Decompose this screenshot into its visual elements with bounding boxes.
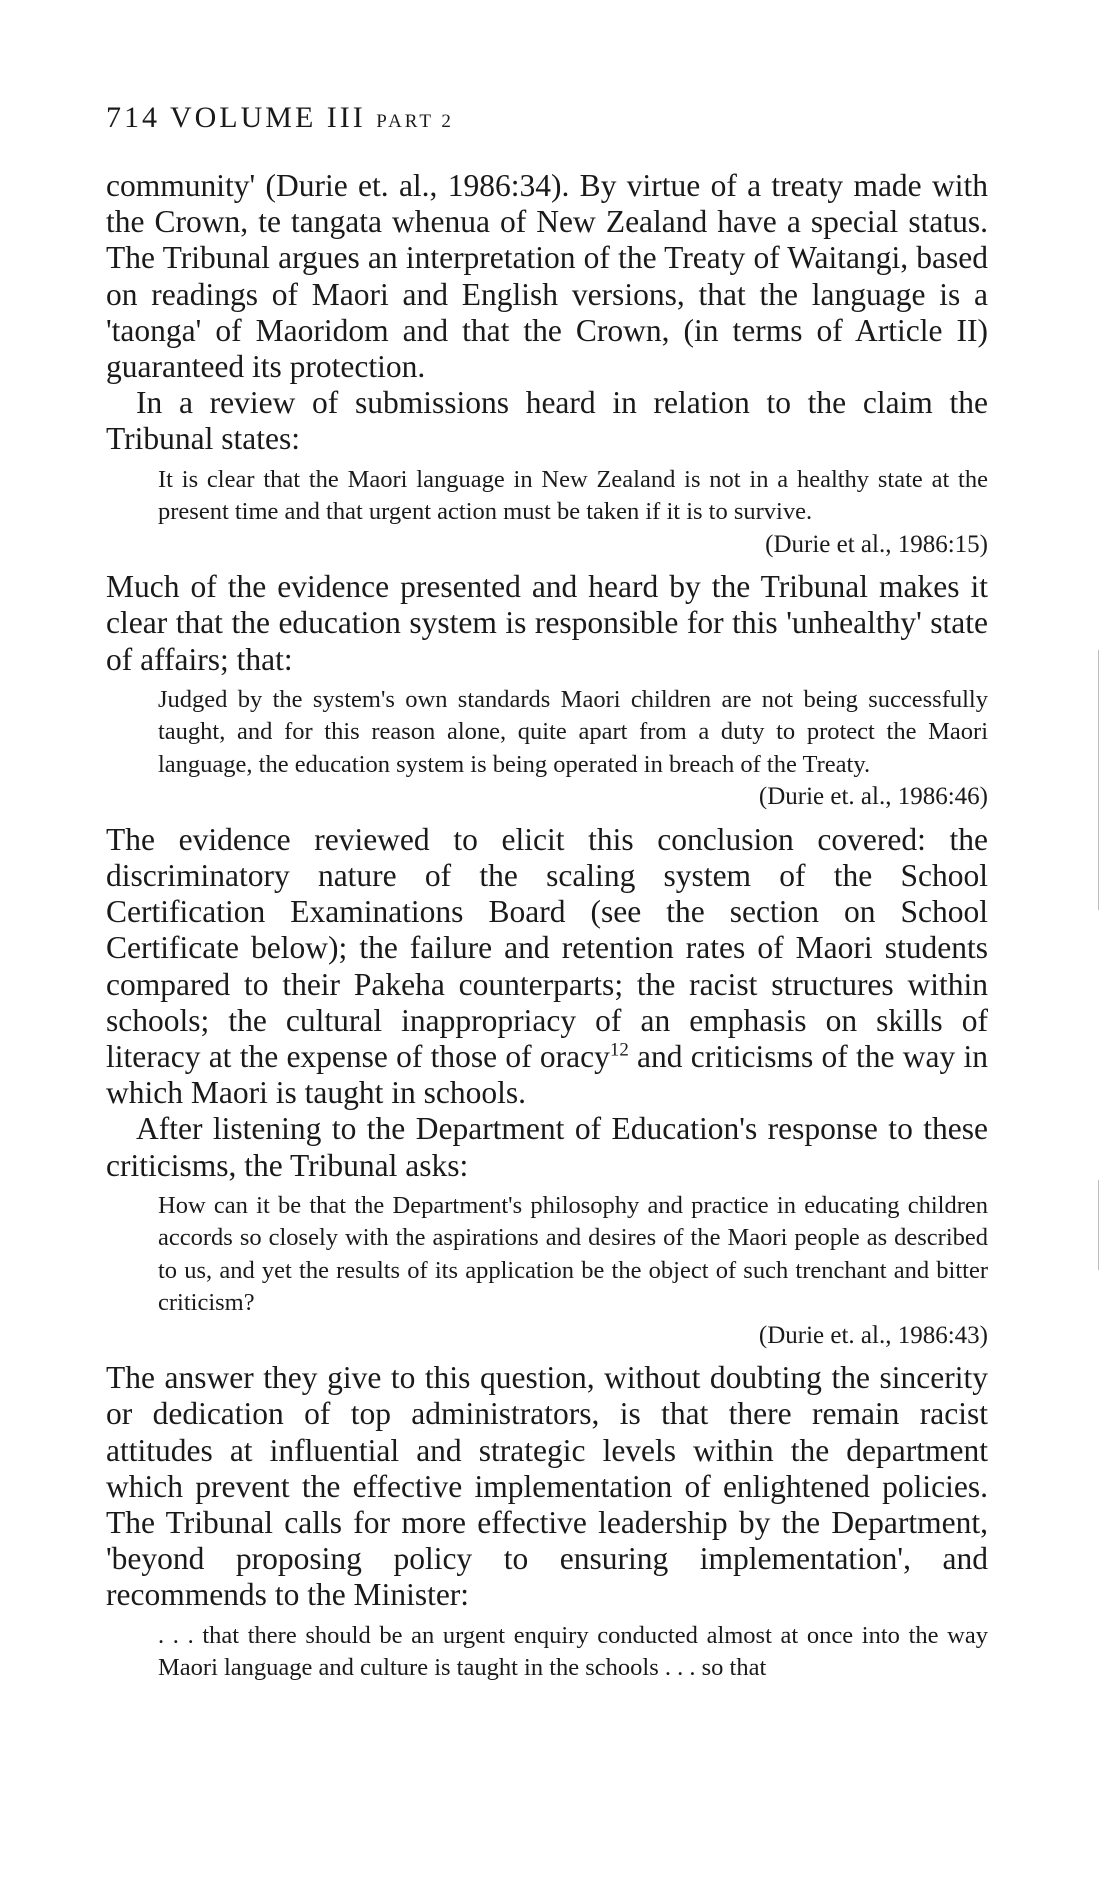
footnote-marker: 12 [609,1039,629,1061]
paragraph-4-text-end: and criticisms of the way in which Maori is taught in schools. [106,1038,989,1111]
block-quote-1-citation: (Durie et al., 1986:15) [765,530,988,558]
page-edge-shadow [1098,650,1099,910]
volume-label: VOLUME III [169,101,366,134]
block-quote-3-text: How can it be that the Department's philosophy and practice in educating children accords so closely with the aspirations and desires of the Maori people as described to us, and yet the results of its application be the object of such trenchant and bitter criticism? [158,1191,988,1317]
paragraph-3: Much of the evidence presented and heard by the Tribunal makes it clear that the education system is responsible for this 'unhealthy' state of affairs; that: [106,569,988,677]
block-quote-1-text: It is clear that the Maori language in New Zealand is not in a healthy state at the present time and that urgent action must be taken if it is to survive. [158,465,988,526]
paragraph-4-text: The evidence reviewed to elicit this conclusion covered: the discriminatory nature of the scaling system of the School Certification Examinations Board (see the section on School Certificate below); the failure and retention rates of Maori students compared to their Pakeha counterparts; the racist structures within schools; the cultural inappropriacy of an emphasis on skills of literacy at the expense of those of oracy [106,821,988,1074]
book-page [106,96,988,1693]
part-label: PART 2 [376,111,454,132]
paragraph-5: After listening to the Department of Education's response to these criticisms, the Tribunal asks: [106,1111,988,1183]
running-head [106,96,988,140]
block-quote-2-citation: (Durie et. al., 1986:46) [758,783,988,811]
block-quote-3-citation: (Durie et. al., 1986:43) [758,1321,988,1349]
block-quote-2-text: Judged by the system's own standards Maori children are not being successfully taught, and for this reason alone, quite apart from a duty to protect the Maori language, the education system is being operated in breach of the Treaty. [158,685,988,778]
paragraph-1: community' (Durie et. al., 1986:34). By virtue of a treaty made with the Crown, te tangata whenua of New Zealand have a special status. The Tribunal argues an interpretation of the Treaty of Waitangi, based on readings of Maori and English versions, that the language is a 'taonga' of Maoridom and that the Crown, (in terms of Article II) guaranteed its protection. [106,168,988,385]
page-edge-shadow [1098,1180,1099,1270]
block-quote-1 [158,464,988,562]
block-quote-4 [158,1620,988,1685]
block-quote-4-text: . . . that there should be an urgent enquiry conducted almost at once into the way Maori language and culture is taught in the schools . . . so that [158,1621,988,1682]
block-quote-2 [158,684,988,814]
block-quote-3 [158,1190,988,1353]
paragraph-2: In a review of submissions heard in relation to the claim the Tribunal states: [106,385,988,457]
paragraph-6: The answer they give to this question, without doubting the sincerity or dedication of top administrators, is that there remain racist attitudes at influential and strategic levels within the department which prevent the effective implementation of enlightened policies. The Tribunal calls for more effective leadership by the Department, 'beyond proposing policy to ensuring implementation', and recommends to the Minister: [106,1360,988,1613]
paragraph-4 [106,822,988,1112]
page-number: 714 [106,101,160,134]
